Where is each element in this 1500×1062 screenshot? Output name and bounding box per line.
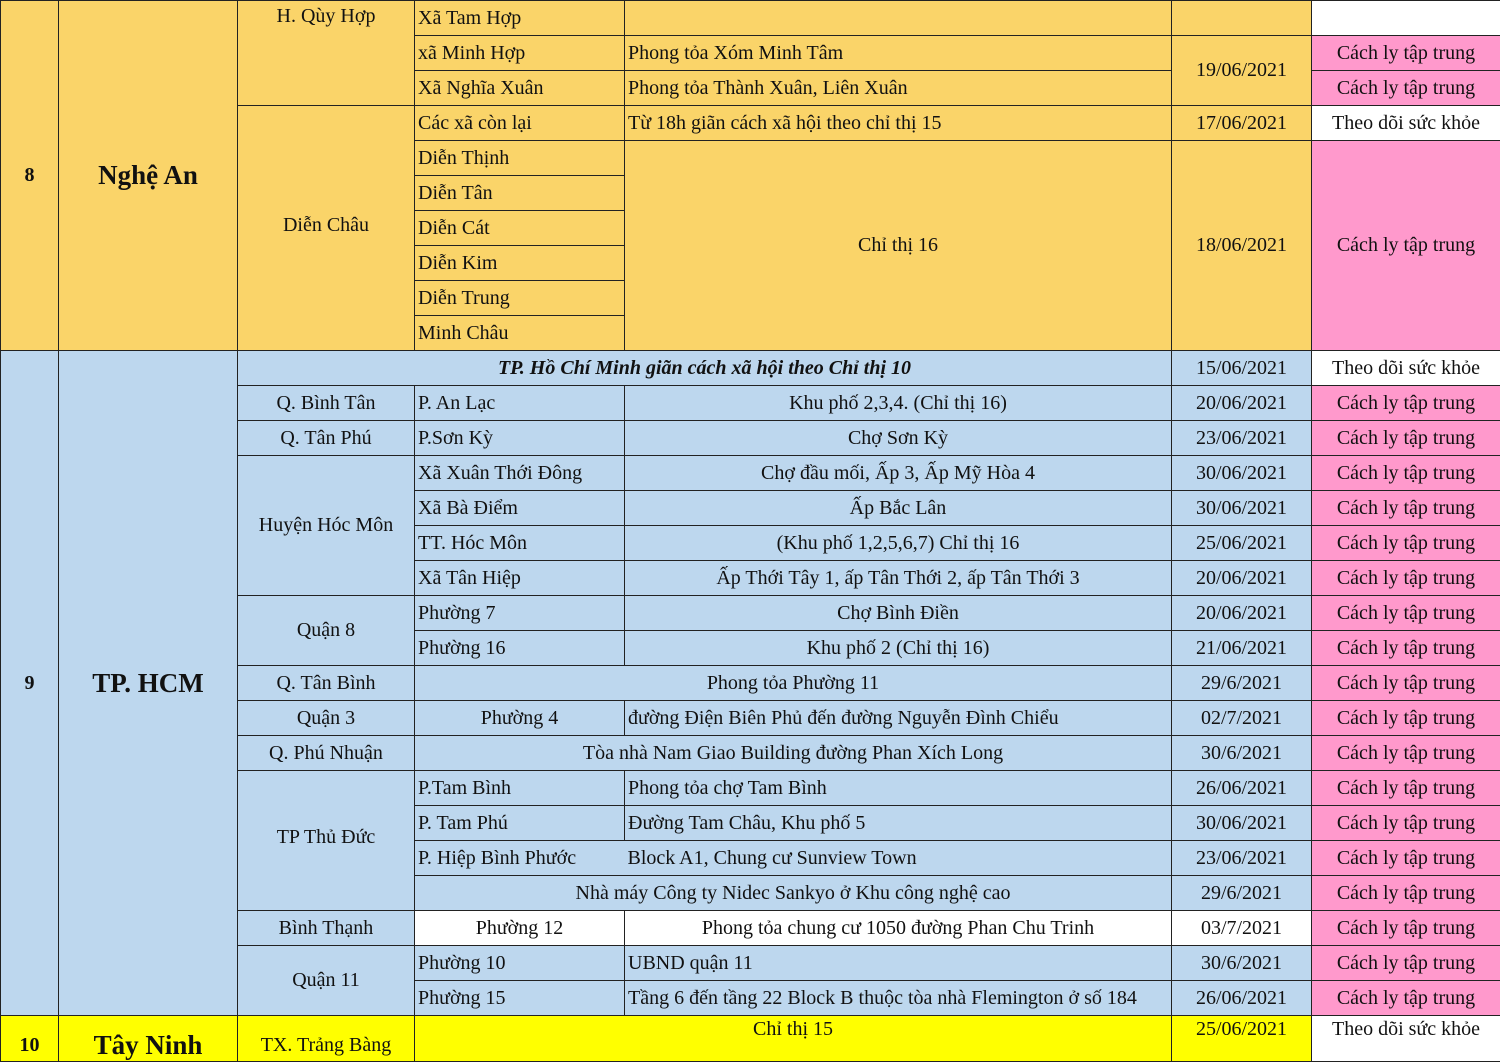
district-name: Diễn Châu [238, 106, 415, 351]
action-cell: Ấp Thới Tây 1, ấp Tân Thới 2, ấp Tân Thới 3 [625, 561, 1172, 596]
district-name: Q. Tân Phú [238, 421, 415, 456]
action-cell: Phong tỏa Thành Xuân, Liên Xuân [625, 71, 1172, 106]
commune-name: Diễn Tân [415, 176, 625, 211]
action-cell: Chợ Sơn Kỳ [625, 421, 1172, 456]
commune-name: Diễn Trung [415, 281, 625, 316]
commune-name: Xã Tam Hợp [415, 1, 625, 36]
date-cell: 25/06/2021 [1172, 1016, 1312, 1062]
commune-name: Diễn Thịnh [415, 141, 625, 176]
action-cell: UBND quận 11 [625, 946, 1172, 981]
commune-name: P.Tam Bình [415, 771, 625, 806]
province-name: TP. HCM [59, 351, 238, 1016]
date-cell [1172, 1, 1312, 36]
status-cell: Cách ly tập trung [1312, 701, 1500, 736]
date-cell: 30/6/2021 [1172, 946, 1312, 981]
commune-name: TT. Hóc Môn [415, 526, 625, 561]
district-name: Huyện Hóc Môn [238, 456, 415, 596]
date-cell: 03/7/2021 [1172, 911, 1312, 946]
status-cell: Cách ly tập trung [1312, 561, 1500, 596]
status-cell: Cách ly tập trung [1312, 946, 1500, 981]
action-cell: Ấp Bắc Lân [625, 491, 1172, 526]
status-cell: Cách ly tập trung [1312, 141, 1500, 351]
date-cell: 30/06/2021 [1172, 456, 1312, 491]
row-number: 8 [1, 1, 59, 351]
status-cell: Cách ly tập trung [1312, 421, 1500, 456]
district-name: Q. Tân Bình [238, 666, 415, 701]
status-cell: Cách ly tập trung [1312, 806, 1500, 841]
status-cell: Cách ly tập trung [1312, 981, 1500, 1016]
date-cell: 26/06/2021 [1172, 771, 1312, 806]
status-cell: Cách ly tập trung [1312, 456, 1500, 491]
commune-name: P. Tam Phú [415, 806, 625, 841]
commune-name: Phường 16 [415, 631, 625, 666]
district-name: TX. Trảng Bàng [238, 1016, 415, 1062]
district-name: Quận 8 [238, 596, 415, 666]
status-cell: Theo dõi sức khỏe [1312, 1016, 1500, 1062]
date-cell: 20/06/2021 [1172, 596, 1312, 631]
province-name: Tây Ninh [59, 1016, 238, 1062]
table-row [1, 351, 1500, 386]
action-cell: Block A1, Chung cư Sunview Town [625, 841, 1172, 876]
commune-name: Xã Bà Điểm [415, 491, 625, 526]
status-cell: Cách ly tập trung [1312, 631, 1500, 666]
action-cell: Phong tỏa Xóm Minh Tâm [625, 36, 1172, 71]
action-cell: Tòa nhà Nam Giao Building đường Phan Xích Long [415, 736, 1172, 771]
district-name: Q. Phú Nhuận [238, 736, 415, 771]
action-cell: Chỉ thị 15 [415, 1016, 1172, 1062]
commune-name: P. Hiệp Bình Phước [415, 841, 625, 876]
row-number: 10 [1, 1016, 59, 1062]
date-cell: 17/06/2021 [1172, 106, 1312, 141]
status-cell: Cách ly tập trung [1312, 71, 1500, 106]
action-cell: Nhà máy Công ty Nidec Sankyo ở Khu công nghệ cao [415, 876, 1172, 911]
action-cell: Tầng 6 đến tầng 22 Block B thuộc tòa nhà Flemington ở số 184 [625, 981, 1172, 1016]
commune-name: Các xã còn lại [415, 106, 625, 141]
province-name: Nghệ An [59, 1, 238, 351]
date-cell: 30/6/2021 [1172, 736, 1312, 771]
action-cell: Từ 18h giãn cách xã hội theo chỉ thị 15 [625, 106, 1172, 141]
commune-name: Diễn Cát [415, 211, 625, 246]
date-cell: 23/06/2021 [1172, 841, 1312, 876]
action-cell: (Khu phố 1,2,5,6,7) Chỉ thị 16 [625, 526, 1172, 561]
table-row [1, 1, 1500, 36]
status-cell: Cách ly tập trung [1312, 911, 1500, 946]
date-cell: 18/06/2021 [1172, 141, 1312, 351]
action-cell [625, 1, 1172, 36]
action-cell: Chợ đầu mối, Ấp 3, Ấp Mỹ Hòa 4 [625, 456, 1172, 491]
status-cell: Cách ly tập trung [1312, 771, 1500, 806]
status-cell: Theo dõi sức khỏe [1312, 106, 1500, 141]
date-cell: 20/06/2021 [1172, 386, 1312, 421]
date-cell: 02/7/2021 [1172, 701, 1312, 736]
status-cell: Cách ly tập trung [1312, 36, 1500, 71]
date-cell: 29/6/2021 [1172, 666, 1312, 701]
commune-name: Phường 4 [415, 701, 625, 736]
district-name: TP Thủ Đức [238, 771, 415, 911]
commune-name: P. An Lạc [415, 386, 625, 421]
date-cell: 30/06/2021 [1172, 806, 1312, 841]
section-header: TP. Hồ Chí Minh giãn cách xã hội theo Chỉ thị 10 [238, 351, 1172, 386]
action-cell: Chỉ thị 16 [625, 141, 1172, 351]
commune-name: Xã Xuân Thới Đông [415, 456, 625, 491]
commune-name: Minh Châu [415, 316, 625, 351]
commune-name: P.Sơn Kỳ [415, 421, 625, 456]
commune-name: Phường 10 [415, 946, 625, 981]
action-cell: Phong tỏa chợ Tam Bình [625, 771, 1172, 806]
action-cell: đường Điện Biên Phủ đến đường Nguyễn Đình Chiểu [625, 701, 1172, 736]
commune-name: Phường 7 [415, 596, 625, 631]
date-cell: 15/06/2021 [1172, 351, 1312, 386]
row-number: 9 [1, 351, 59, 1016]
commune-name: xã Minh Hợp [415, 36, 625, 71]
action-cell: Khu phố 2,3,4. (Chỉ thị 16) [625, 386, 1172, 421]
district-name: Quận 11 [238, 946, 415, 1016]
status-cell: Cách ly tập trung [1312, 841, 1500, 876]
district-name: Quận 3 [238, 701, 415, 736]
status-cell: Cách ly tập trung [1312, 386, 1500, 421]
status-cell: Cách ly tập trung [1312, 736, 1500, 771]
action-cell: Chợ Bình Điền [625, 596, 1172, 631]
table-row [1, 1016, 1500, 1062]
district-name: Q. Bình Tân [238, 386, 415, 421]
date-cell: 23/06/2021 [1172, 421, 1312, 456]
date-cell: 25/06/2021 [1172, 526, 1312, 561]
commune-name: Phường 12 [415, 911, 625, 946]
commune-name: Diễn Kim [415, 246, 625, 281]
status-cell: Cách ly tập trung [1312, 666, 1500, 701]
district-name: H. Qùy Hợp [238, 1, 415, 106]
status-cell: Cách ly tập trung [1312, 526, 1500, 561]
action-cell: Phong tỏa chung cư 1050 đường Phan Chu Trinh [625, 911, 1172, 946]
date-cell: 19/06/2021 [1172, 36, 1312, 106]
district-name: Bình Thạnh [238, 911, 415, 946]
status-cell: Cách ly tập trung [1312, 876, 1500, 911]
commune-name: Xã Tân Hiệp [415, 561, 625, 596]
date-cell: 26/06/2021 [1172, 981, 1312, 1016]
commune-name: Phường 15 [415, 981, 625, 1016]
date-cell: 20/06/2021 [1172, 561, 1312, 596]
action-cell: Phong tỏa Phường 11 [415, 666, 1172, 701]
date-cell: 29/6/2021 [1172, 876, 1312, 911]
status-cell: Cách ly tập trung [1312, 596, 1500, 631]
action-cell: Khu phố 2 (Chỉ thị 16) [625, 631, 1172, 666]
date-cell: 21/06/2021 [1172, 631, 1312, 666]
action-cell: Đường Tam Châu, Khu phố 5 [625, 806, 1172, 841]
commune-name: Xã Nghĩa Xuân [415, 71, 625, 106]
status-cell: Theo dõi sức khỏe [1312, 351, 1500, 386]
status-cell: Cách ly tập trung [1312, 491, 1500, 526]
status-cell [1312, 1, 1500, 36]
date-cell: 30/06/2021 [1172, 491, 1312, 526]
